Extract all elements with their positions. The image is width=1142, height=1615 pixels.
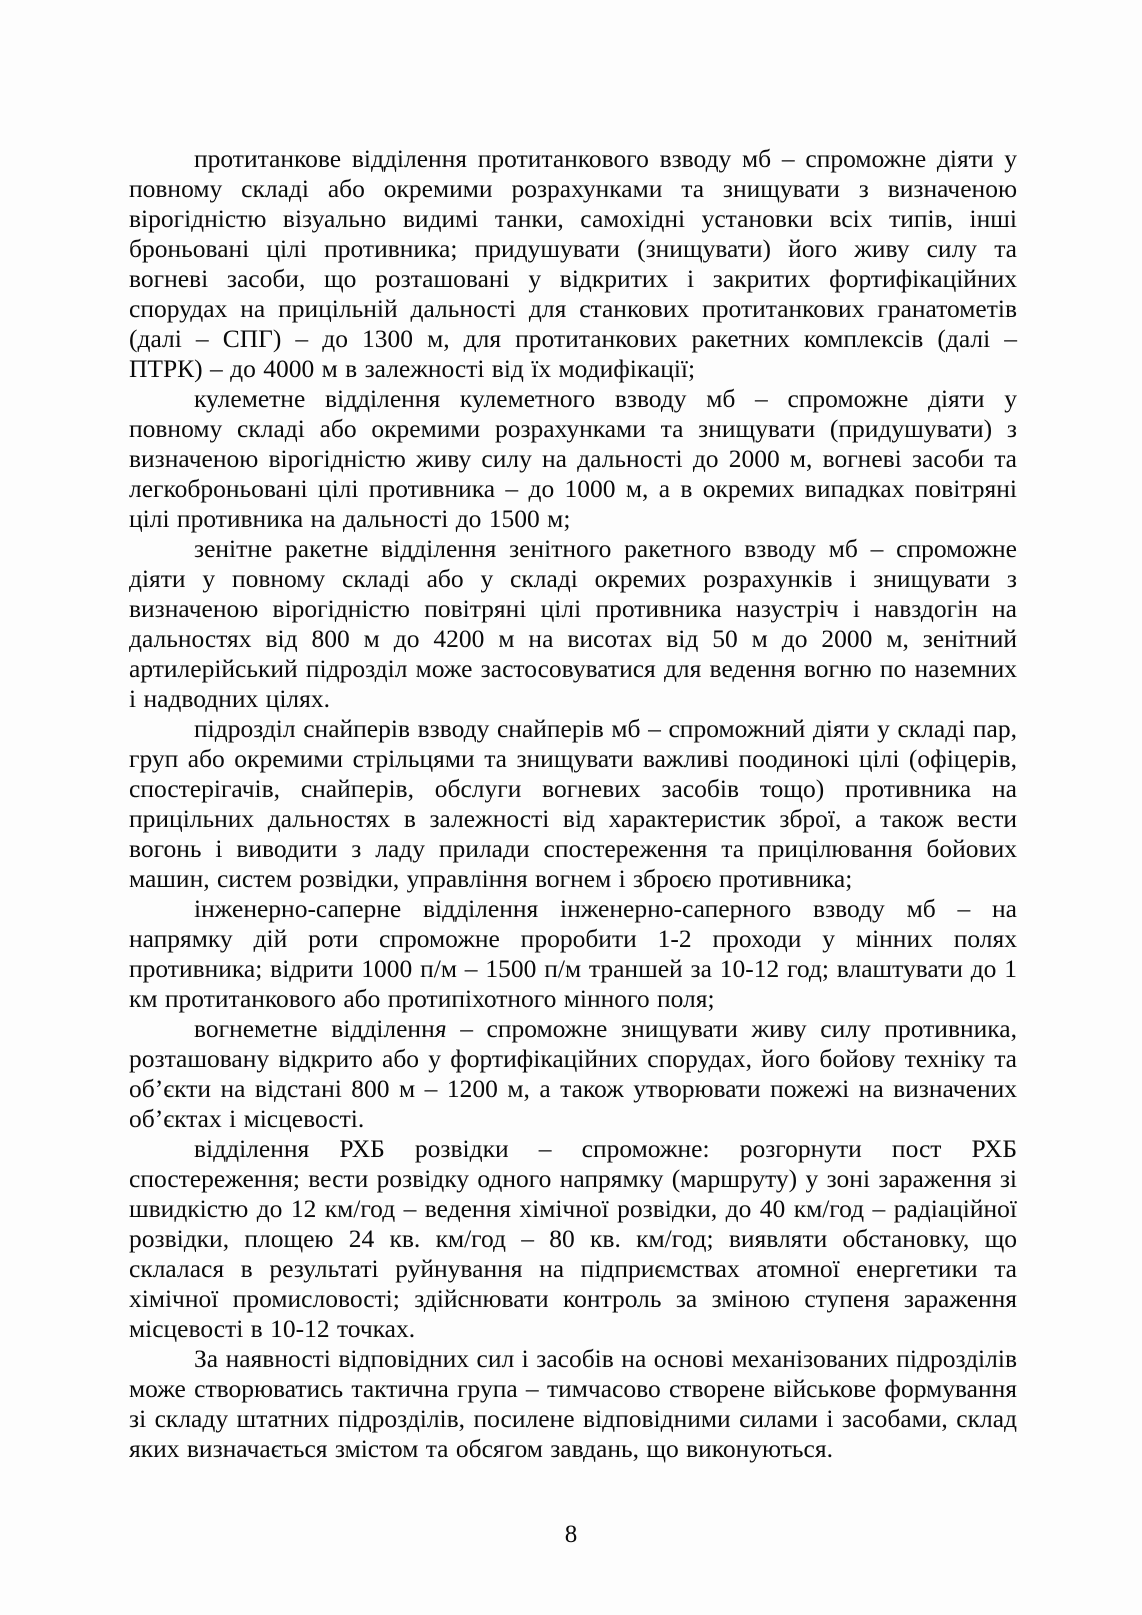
paragraph-flamethrower-rest: – спроможне знищувати живу силу противника, розташовану відкрито або у фортифікаційних спорудах, його бойову техніку та об’єкти на відстані 800 м – 1200 м, а також утворювати пожежі на визначених об’єктах і місцевості. [129,1014,1017,1133]
paragraph-engineer-sapper-squad: інженерно-саперне відділення інженерно-саперного взводу мб – на напрямку дій роти спроможне проробити 1-2 проходи у мінних полях противника; відрити 1000 п/м – 1500 п/м траншей за 10-12 год; влаштувати до 1 км протитанкового або протипіхотного мінного поля; [129,894,1017,1013]
paragraph-antitank-squad: протитанкове відділення протитанкового взводу мб – спроможне діяти у повному складі або окремими розрахунками та знищувати з визначеною вірогідністю візуально видимі танки, самохідні установки всіх типів, інші броньовані цілі противника; придушувати (знищувати) його живу силу та вогневі засоби, що розташовані у відкритих і закритих фортифікаційних спорудах на прицільній дальності для станкових протитанкових гранатометів (далі – СПГ) – до 1300 м, для протитанкових ракетних комплексів (далі – ПТРК) – до 4000 м в залежності від їх модифікації; [129,144,1017,383]
paragraph-flamethrower-squad [129,1014,1017,1134]
page-content [129,144,1017,1464]
paragraph-flamethrower-italic-letter: я [434,1014,447,1043]
paragraph-flamethrower-lead: вогнеметне відділенн [194,1014,435,1043]
paragraph-tactical-group: За наявності відповідних сил і засобів на основі механізованих підрозділів може створюватись тактична група – тимчасово створене військове формування зі складу штатних підрозділів, посилене відповідними силами і засобами, склад яких визначається змістом та обсягом завдань, що виконуються. [129,1344,1017,1463]
paragraph-nbc-recon-squad: відділення РХБ розвідки – спроможне: розгорнути пост РХБ спостереження; вести розвідку одного напрямку (маршруту) у зоні зараження зі швидкістю до 12 км/год – ведення хімічної розвідки, до 40 км/год – радіаційної розвідки, площею 24 кв. км/год – 80 кв. км/год; виявляти обстановку, що склалася в результаті руйнування на підприємствах атомної енергетики та хімічної промисловості; здійснювати контроль за зміною ступеня зараження місцевості в 10-12 точках. [129,1134,1017,1343]
paragraph-antiaircraft-squad: зенітне ракетне відділення зенітного ракетного взводу мб – спроможне діяти у повному складі або у складі окремих розрахунків і знищувати з визначеною вірогідністю повітряні цілі противника назустріч і навздогін на дальностях від 800 м до 4200 м на висотах від 50 м до 2000 м, зенітний артилерійський підрозділ може застосовуватися для ведення вогню по наземних і надводних цілях. [129,534,1017,713]
paragraph-machinegun-squad: кулеметне відділення кулеметного взводу мб – спроможне діяти у повному складі або окремими розрахунками та знищувати (придушувати) з визначеною вірогідністю живу силу на дальності до 2000 м, вогневі засоби та легкоброньовані цілі противника – до 1000 м, а в окремих випадках повітряні цілі противника на дальності до 1500 м; [129,384,1017,533]
paragraph-sniper-unit: підрозділ снайперів взводу снайперів мб – спроможний діяти у складі пар, груп або окремими стрільцями та знищувати важливі поодинокі цілі (офіцерів, спостерігачів, снайперів, обслуги вогневих засобів тощо) противника на прицільних дальностях в залежності від характеристик зброї, а також вести вогонь і виводити з ладу прилади спостереження та прицілювання бойових машин, систем розвідки, управління вогнем і зброєю противника; [129,714,1017,893]
page-number: 8 [564,1521,578,1548]
